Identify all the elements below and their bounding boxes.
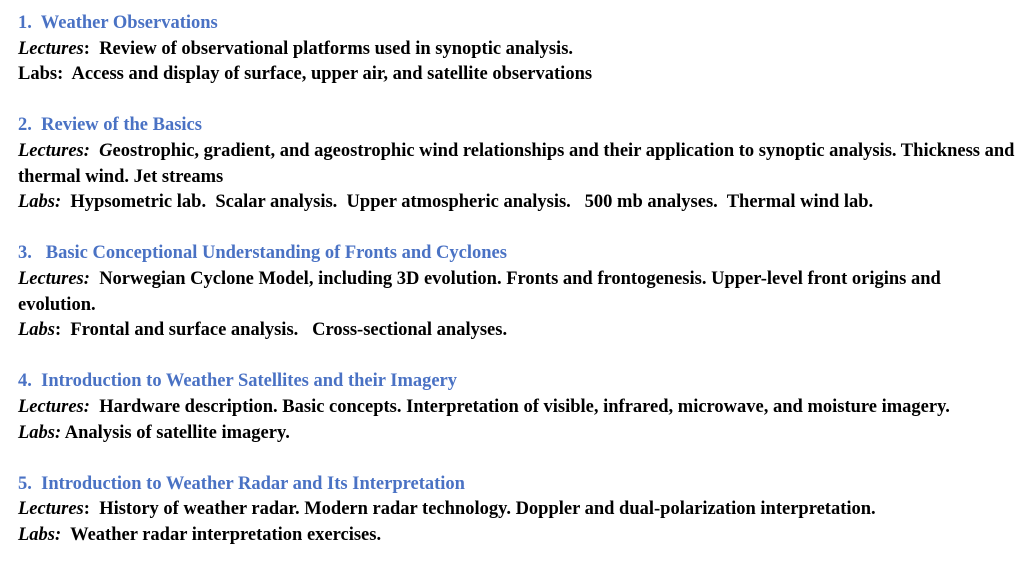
lectures-text: Hardware description. Basic concepts. Interpretation of visible, infrared, microwave, and moisture imagery. (99, 396, 950, 417)
lectures-separator: : (83, 38, 100, 59)
labs-label: Labs (18, 320, 55, 341)
labs-separator (61, 525, 70, 545)
section-heading: 1. Weather Observations (18, 13, 218, 33)
lectures-label: Lectures: (18, 396, 90, 417)
section-review-of-basics (18, 113, 1022, 215)
labs-line (18, 523, 1022, 549)
lectures-label: Lectures: G (18, 140, 113, 161)
labs-separator: : (57, 64, 72, 85)
section-heading: 4. Introduction to Weather Satellites and their Imagery (18, 371, 458, 392)
section-weather-radar (18, 472, 1022, 549)
labs-line (18, 421, 1022, 447)
lectures-line (18, 139, 1022, 190)
lectures-label: Lectures (18, 38, 84, 59)
labs-label: Labs: (18, 524, 62, 545)
lectures-line (18, 395, 1022, 421)
labs-label: Labs: (18, 422, 62, 443)
lectures-label: Lectures (18, 499, 84, 520)
labs-text: Analysis of satellite imagery. (64, 422, 290, 443)
lectures-text: Review of observational platforms used in synoptic analysis. (99, 38, 574, 59)
lectures-line (18, 497, 1022, 523)
lectures-line (18, 267, 1022, 318)
lectures-text: Norwegian Cyclone Model, including 3D evolution. Fronts and frontogenesis. Upper-level front origins and evolution. (18, 268, 941, 315)
section-fronts-and-cyclones (18, 241, 1022, 343)
labs-text: Frontal and surface analysis. Cross-sectional analyses. (70, 320, 508, 341)
section-heading: 3. Basic Conceptional Understanding of Fronts and Cyclones (18, 243, 507, 264)
labs-line (18, 318, 1022, 344)
section-weather-satellites (18, 369, 1022, 446)
lectures-label: Lectures: (18, 268, 90, 289)
lectures-separator (90, 269, 99, 289)
section-heading: 2. Review of the Basics (18, 115, 202, 136)
labs-line (18, 62, 1022, 88)
lectures-separator: : (83, 499, 100, 520)
labs-line (18, 190, 1022, 216)
lectures-text: eostrophic, gradient, and ageostrophic wind relationships and their application to synoptic analysis. Thickness and thermal wind. Jet streams (18, 140, 1015, 187)
lectures-line (18, 37, 1022, 63)
labs-text: Weather radar interpretation exercises. (70, 524, 382, 545)
course-outline (18, 11, 1022, 548)
lectures-text: History of weather radar. Modern radar technology. Doppler and dual-polarization interpretation. (99, 499, 876, 520)
labs-text: Hypsometric lab. Scalar analysis. Upper atmospheric analysis. 500 mb analyses. Thermal wind lab. (70, 192, 874, 213)
lectures-separator (90, 397, 99, 417)
labs-separator: : (55, 320, 71, 341)
section-heading: 5. Introduction to Weather Radar and Its Interpretation (18, 473, 465, 494)
labs-label: Labs (18, 64, 58, 85)
labs-label: Labs: (18, 192, 62, 213)
section-weather-observations (18, 11, 1022, 88)
labs-text: Access and display of surface, upper air, and satellite observations (71, 64, 593, 85)
